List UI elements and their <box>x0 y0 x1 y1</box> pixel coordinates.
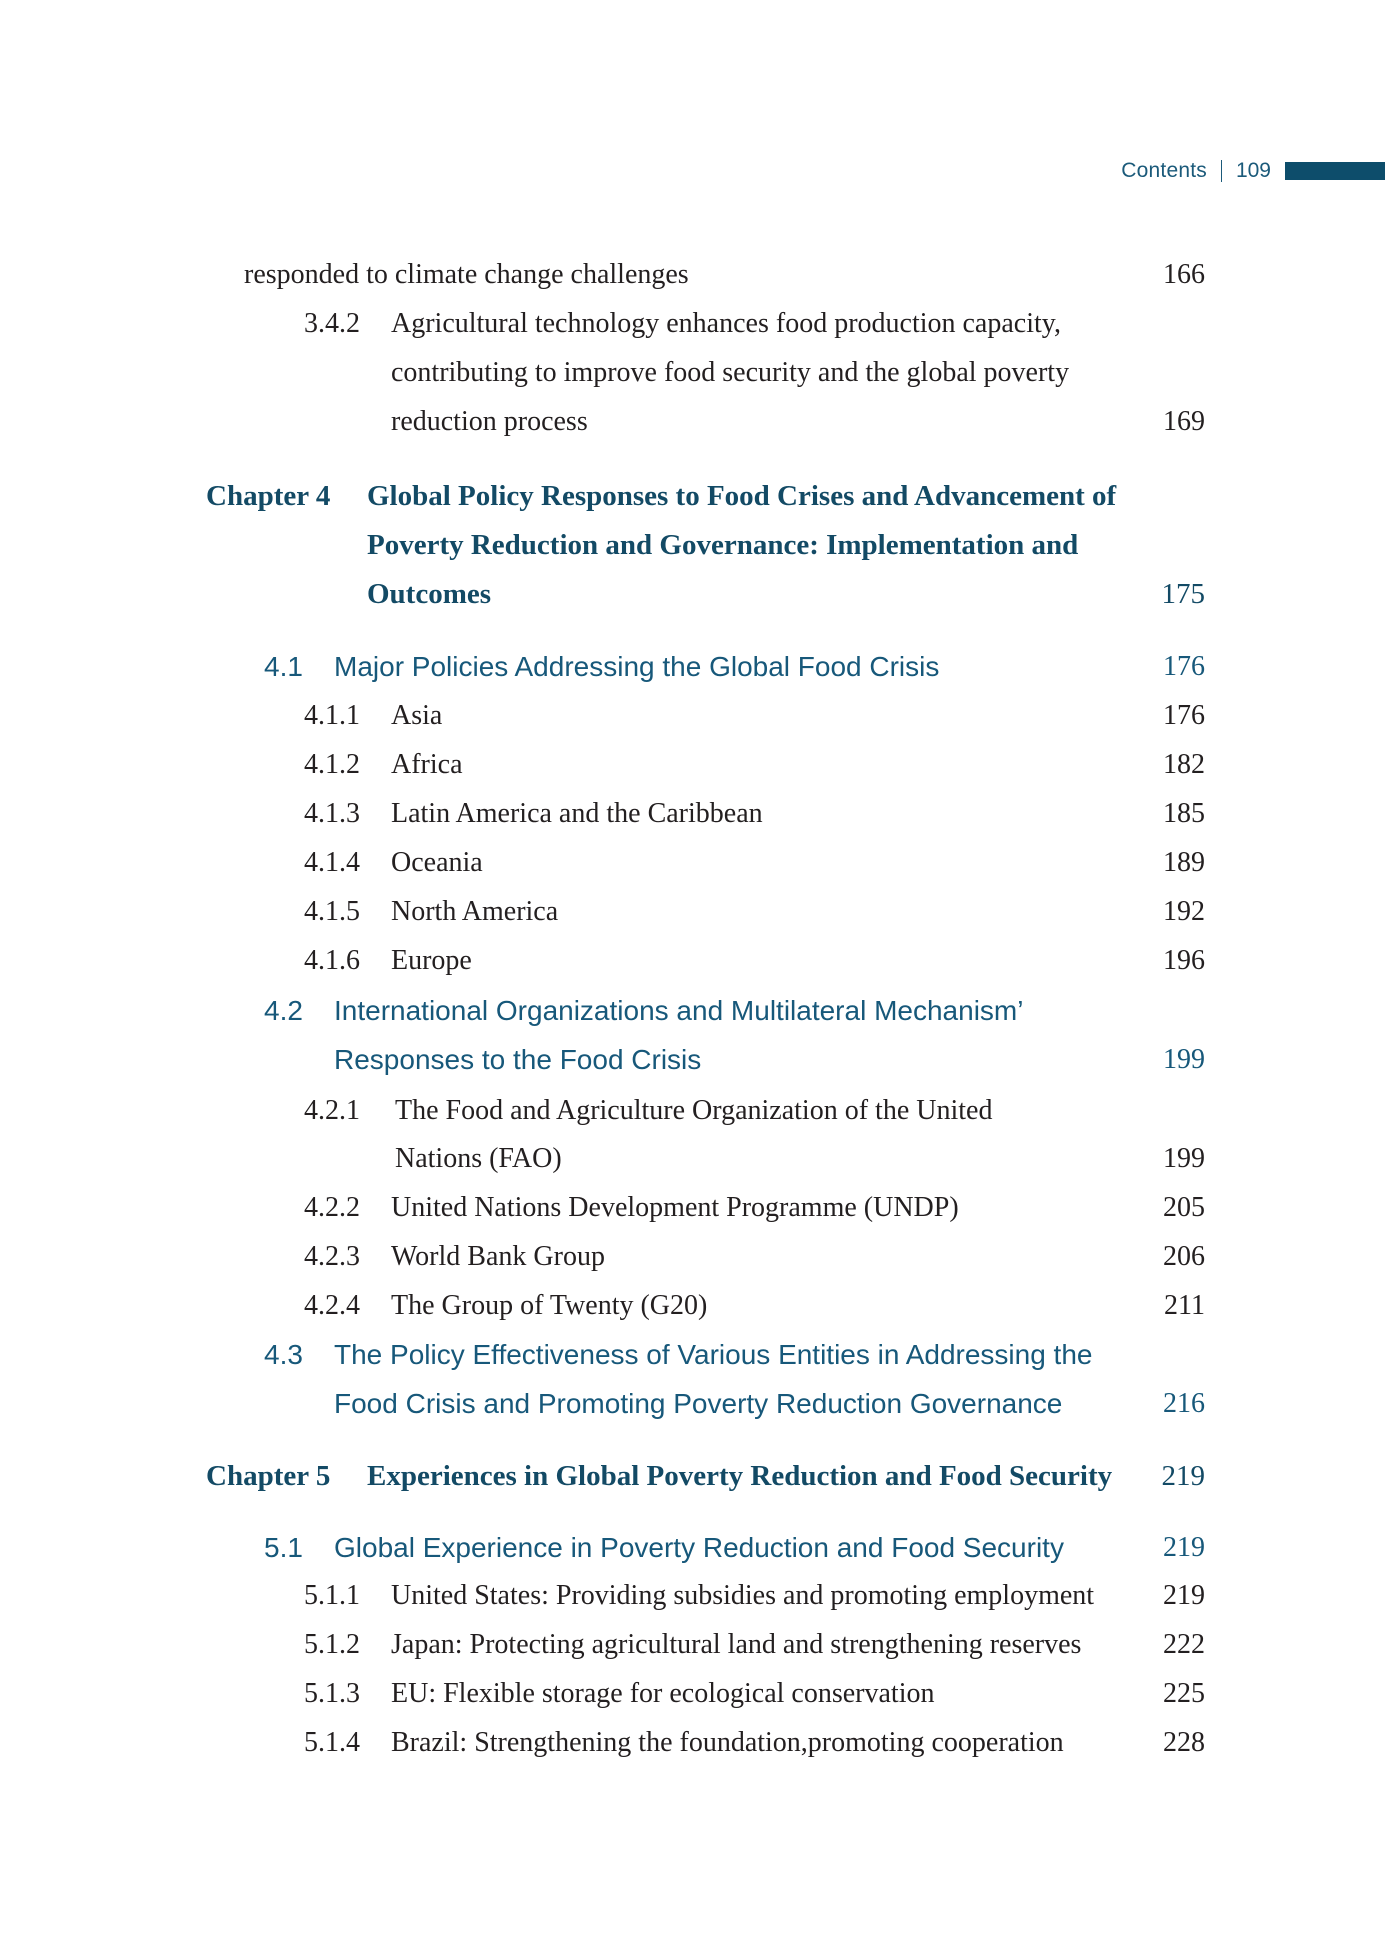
toc-entry[interactable] <box>0 300 1385 348</box>
section-page: 219 <box>1163 1532 1205 1563</box>
toc-entry-title: Africa <box>391 749 463 780</box>
toc-entry-page: 219 <box>1163 1580 1205 1611</box>
toc-entry[interactable] <box>0 1184 1385 1232</box>
toc-entry[interactable] <box>0 1621 1385 1669</box>
chapter-title: Outcomes <box>367 578 492 610</box>
toc-entry-number: 4.1.2 <box>304 749 360 780</box>
section-number: 5.1 <box>264 1532 303 1563</box>
toc-entry-title: responded to climate change challenges <box>244 259 689 290</box>
toc-entry-number: 4.2.3 <box>304 1241 360 1272</box>
toc-entry-title: The Group of Twenty (G20) <box>391 1290 708 1321</box>
header-divider <box>1221 160 1222 182</box>
toc-entry-number: 3.4.2 <box>304 308 360 339</box>
toc-entry[interactable] <box>0 1282 1385 1330</box>
toc-entry-number: 4.2.1 <box>304 1095 360 1126</box>
chapter-number: Chapter 5 <box>206 1460 331 1492</box>
toc-entry-number: 4.1.5 <box>304 896 360 927</box>
header-accent-bar <box>1285 162 1385 180</box>
toc-entry-number: 4.1.4 <box>304 847 360 878</box>
toc-entry[interactable] <box>0 1233 1385 1281</box>
toc-entry-title: United Nations Development Programme (UNDP) <box>391 1192 959 1223</box>
toc-entry-continuation <box>0 398 1385 446</box>
toc-entry-title: The Food and Agriculture Organization of the United <box>395 1095 993 1126</box>
toc-entry[interactable] <box>0 790 1385 838</box>
toc-section[interactable] <box>0 987 1385 1035</box>
section-page: 199 <box>1163 1044 1205 1075</box>
section-title: Food Crisis and Promoting Poverty Reduction Governance <box>334 1388 1063 1419</box>
toc-entry-continuation <box>0 1135 1385 1183</box>
toc-entry[interactable] <box>0 1087 1385 1135</box>
chapter-title: Global Policy Responses to Food Crises and Advancement of <box>367 480 1117 512</box>
toc-entry-title: Oceania <box>391 847 483 878</box>
section-title: Global Experience in Poverty Reduction and Food Security <box>334 1532 1064 1563</box>
toc-entry-title: reduction process <box>391 406 588 437</box>
toc-entry-page: 205 <box>1163 1192 1205 1223</box>
toc-entry-title: Brazil: Strengthening the foundation,promoting cooperation <box>391 1727 1064 1758</box>
toc-entry-page: 199 <box>1163 1143 1205 1174</box>
section-number: 4.2 <box>264 995 303 1026</box>
toc-entry-title: Japan: Protecting agricultural land and strengthening reserves <box>391 1629 1082 1660</box>
toc-entry-title: Asia <box>391 700 443 731</box>
toc-entry-title: Agricultural technology enhances food production capacity, <box>391 308 1061 339</box>
toc-entry-title: contributing to improve food security and the global poverty <box>391 357 1070 388</box>
toc-entry-number: 5.1.3 <box>304 1678 360 1709</box>
toc-entry-title: World Bank Group <box>391 1241 605 1272</box>
page-number: 109 <box>1235 159 1271 182</box>
toc-entry-page: 169 <box>1163 406 1205 437</box>
toc-entry[interactable] <box>0 741 1385 789</box>
toc-section[interactable] <box>0 643 1385 691</box>
toc-entry-number: 5.1.2 <box>304 1629 360 1660</box>
running-header-title: Contents <box>1121 159 1207 182</box>
toc-entry-page: 222 <box>1163 1629 1205 1660</box>
section-number: 4.3 <box>264 1339 303 1370</box>
section-page: 216 <box>1163 1388 1205 1419</box>
toc-entry-title: EU: Flexible storage for ecological conservation <box>391 1678 935 1709</box>
toc-entry-page: 182 <box>1163 749 1205 780</box>
toc-entry-number: 5.1.4 <box>304 1727 360 1758</box>
chapter-title: Poverty Reduction and Governance: Implementation and <box>367 529 1079 561</box>
toc-entry-number: 4.1.6 <box>304 945 360 976</box>
toc-entry-number: 5.1.1 <box>304 1580 360 1611</box>
toc-entry[interactable] <box>0 1719 1385 1767</box>
toc-entry-continuation <box>0 349 1385 397</box>
toc-entry[interactable] <box>0 1670 1385 1718</box>
chapter-number: Chapter 4 <box>206 480 331 512</box>
section-page: 176 <box>1163 651 1205 682</box>
toc-entry[interactable] <box>0 839 1385 887</box>
toc-entry-number: 4.2.2 <box>304 1192 360 1223</box>
toc-entry-page: 185 <box>1163 798 1205 829</box>
toc-entry-title: Europe <box>391 945 472 976</box>
toc-entry[interactable] <box>0 692 1385 740</box>
toc-entry-page: 189 <box>1163 847 1205 878</box>
toc-section-continuation <box>0 1380 1385 1428</box>
toc-entry[interactable] <box>0 1572 1385 1620</box>
toc-section-continuation <box>0 1036 1385 1084</box>
section-title: Major Policies Addressing the Global Food Crisis <box>334 651 940 682</box>
toc-entry-page: 166 <box>1163 259 1205 290</box>
chapter-page: 219 <box>1161 1460 1205 1492</box>
toc-chapter[interactable] <box>0 1452 1385 1500</box>
section-title: International Organizations and Multilateral Mechanism’ <box>334 995 1024 1026</box>
section-number: 4.1 <box>264 651 303 682</box>
running-header <box>1121 158 1385 184</box>
toc-entry-number: 4.1.1 <box>304 700 360 731</box>
toc-entry-number: 4.1.3 <box>304 798 360 829</box>
toc-entry[interactable] <box>0 888 1385 936</box>
toc-entry-page: 206 <box>1163 1241 1205 1272</box>
toc-section[interactable] <box>0 1331 1385 1379</box>
toc-entry-title: United States: Providing subsidies and promoting employment <box>391 1580 1095 1611</box>
section-title: Responses to the Food Crisis <box>334 1044 702 1075</box>
toc-entry[interactable] <box>0 937 1385 985</box>
toc-entry-page: 196 <box>1163 945 1205 976</box>
toc-entry-page: 192 <box>1163 896 1205 927</box>
chapter-page: 175 <box>1161 578 1205 610</box>
section-title: The Policy Effectiveness of Various Entities in Addressing the <box>334 1339 1093 1370</box>
chapter-title: Experiences in Global Poverty Reduction and Food Security <box>367 1460 1113 1492</box>
toc-chapter-continuation <box>0 521 1385 569</box>
toc-entry-page: 225 <box>1163 1678 1205 1709</box>
toc-entry[interactable] <box>0 251 1385 299</box>
toc-entry-page: 211 <box>1164 1290 1205 1321</box>
toc-entry-page: 228 <box>1163 1727 1205 1758</box>
toc-entry-title: North America <box>391 896 559 927</box>
toc-chapter-continuation <box>0 570 1385 618</box>
toc-entry-number: 4.2.4 <box>304 1290 360 1321</box>
toc-chapter[interactable] <box>0 472 1385 520</box>
toc-entry-page: 176 <box>1163 700 1205 731</box>
toc-entry-title: Latin America and the Caribbean <box>391 798 763 829</box>
toc-section[interactable] <box>0 1524 1385 1572</box>
toc-entry-title: Nations (FAO) <box>395 1143 562 1174</box>
